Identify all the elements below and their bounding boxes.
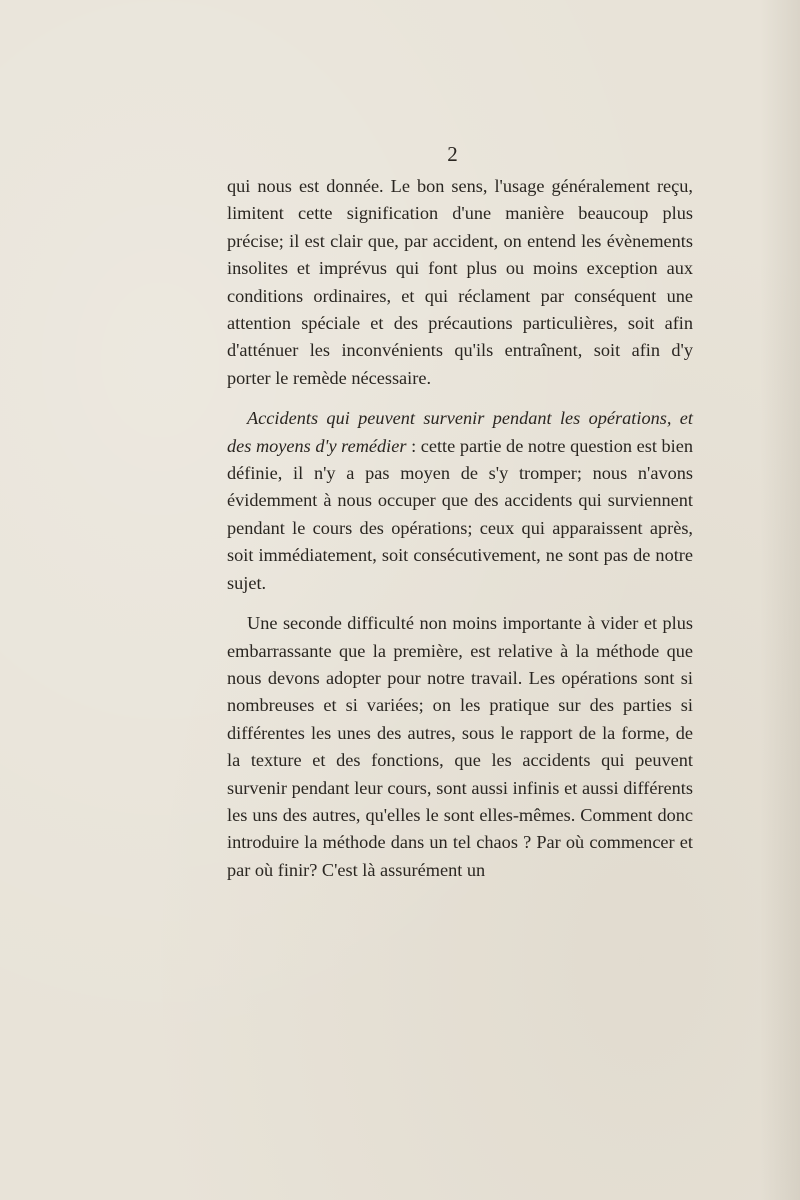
paragraph-3 xyxy=(227,610,693,884)
paragraph-2-text: : cette partie de notre question est bien définie, il n'y a pas moyen de s'y tromper; nous n'avons évidemment à nous occuper que des accidents qui surviennent pendant le cours des opérations; ceux qui apparaissent après, soit immédiatement, soit consécutivement, ne sont pas de notre sujet. xyxy=(227,435,693,593)
paragraph-1 xyxy=(227,173,693,392)
paragraph-2 xyxy=(227,405,693,597)
paragraph-3-text: Une seconde difficulté non moins importante à vider et plus embarrassante que la première, est relative à la méthode que nous devons adopter pour notre travail. Les opérations sont si nombreuses et si variées; on les pratique sur des parties si différentes les unes des autres, sous le rapport de la forme, de la texture et des fonctions, que les accidents qui peuvent survenir pendant leur cours, sont aussi infinis et aussi différents les uns des autres, qu'elles le sont elles-mêmes. Comment donc introduire la méthode dans un tel chaos ? Par où commencer et par où finir? C'est là assurément un xyxy=(227,613,693,880)
page-number: 2 xyxy=(447,142,459,166)
paragraph-2-heading: Accidents qui peuvent survenir pendant les opérations, et des moyens d'y remédier xyxy=(227,408,693,456)
page-body xyxy=(227,173,693,884)
paragraph-1-text: qui nous est donnée. Le bon sens, l'usage généralement reçu, limitent cette signification d'une manière beaucoup plus précise; il est clair que, par accident, on entend les évènements insolites et imprévus qui font plus ou moins exception aux conditions ordinaires, et qui réclament par conséquent une attention spéciale et des précautions particulières, soit afin d'atténuer les inconvénients qu'ils entraînent, soit afin d'y porter le remède nécessaire. xyxy=(227,176,693,388)
